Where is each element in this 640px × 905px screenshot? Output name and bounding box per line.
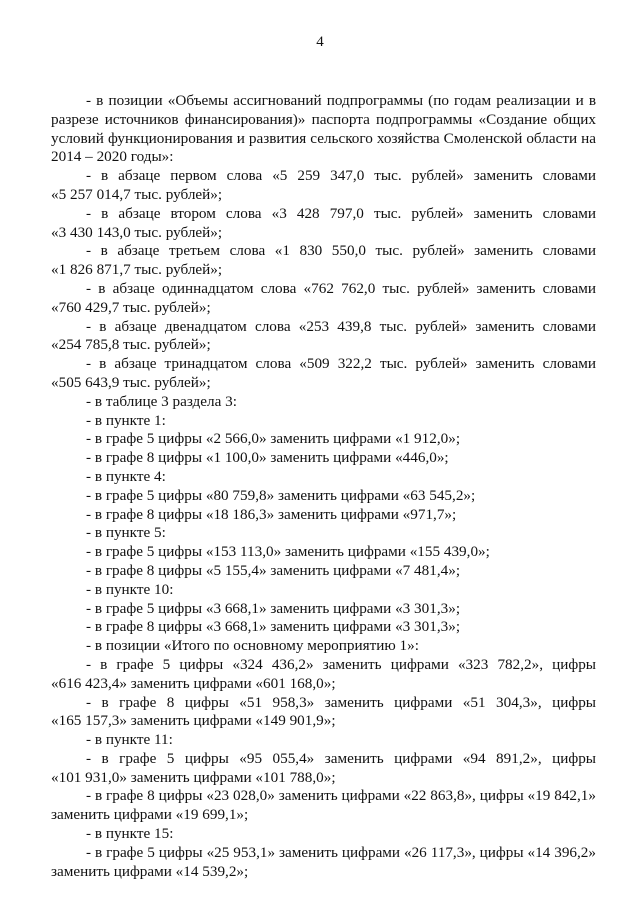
paragraph-first-line (0, 355, 640, 374)
text-line: 2014 – 2020 годы»: (51, 148, 174, 166)
text-line: - в позиции «Объемы ассигнований подпрограммы (по годам реализации и в (86, 92, 596, 109)
paragraph-first-line (0, 618, 640, 637)
paragraph-line (0, 186, 640, 205)
paragraph-line (0, 224, 640, 243)
text-line: - в пункте 15: (86, 825, 174, 843)
text-line: «5 257 014,7 тыс. рублей»; (51, 185, 223, 203)
paragraph-first-line (0, 412, 640, 431)
text-line: - в графе 8 цифры «3 668,1» заменить цифрами «3 301,3»; (86, 618, 461, 636)
text-line: - в абзаце двенадцатом слова «253 439,8 тыс. рублей» заменить словами (86, 317, 596, 335)
text-line: - в графе 8 цифры «51 958,3» заменить цифрами «51 304,3», цифры (86, 693, 596, 711)
text-line: - в абзаце тринадцатом слова «509 322,2 тыс. рублей» заменить словами (86, 355, 596, 373)
text-line: - в графе 8 цифры «18 186,3» заменить цифрами «971,7»; (86, 505, 457, 523)
text-line: «165 157,3» заменить цифрами «149 901,9»; (51, 712, 336, 730)
paragraph-first-line (0, 694, 640, 713)
text-line: - в графе 5 цифры «80 759,8» заменить цифрами «63 545,2»; (86, 486, 476, 504)
text-line: - в абзаце первом слова «5 259 347,0 тыс. рублей» заменить словами (86, 167, 596, 185)
paragraph-line (0, 336, 640, 355)
text-line: - в графе 5 цифры «25 953,1» заменить цифрами «26 117,3», цифры «14 396,2» (86, 843, 596, 861)
text-line: «505 643,9 тыс. рублей»; (51, 373, 211, 391)
text-line: - в графе 5 цифры «2 566,0» заменить цифрами «1 912,0»; (86, 430, 461, 448)
paragraph-line (0, 130, 640, 149)
text-line: - в пункте 1: (86, 411, 166, 429)
paragraph-line (0, 261, 640, 280)
document-body (0, 92, 640, 881)
text-line: - в абзаце одиннадцатом слова «762 762,0 тыс. рублей» заменить словами (86, 279, 596, 297)
paragraph-first-line (0, 825, 640, 844)
paragraph-line (0, 374, 640, 393)
paragraph-first-line (0, 449, 640, 468)
text-line: - в пункте 10: (86, 580, 174, 598)
text-line: - в позиции «Итого по основному мероприятию 1»: (86, 637, 419, 655)
text-line: - в графе 8 цифры «1 100,0» заменить цифрами «446,0»; (86, 449, 449, 467)
paragraph-first-line (0, 600, 640, 619)
paragraph-first-line (0, 468, 640, 487)
paragraph-first-line (0, 524, 640, 543)
paragraph-first-line (0, 656, 640, 675)
text-line: - в графе 8 цифры «23 028,0» заменить цифрами «22 863,8», цифры «19 842,1» (86, 787, 596, 805)
paragraph-first-line (0, 393, 640, 412)
paragraph-first-line (0, 562, 640, 581)
text-line: - в абзаце втором слова «3 428 797,0 тыс. рублей» заменить словами (86, 204, 596, 222)
paragraph-first-line (0, 487, 640, 506)
paragraph-first-line (0, 280, 640, 299)
text-line: - в пункте 4: (86, 467, 166, 485)
text-line: заменить цифрами «19 699,1»; (51, 806, 249, 824)
paragraph-first-line (0, 731, 640, 750)
paragraph-line (0, 299, 640, 318)
paragraph-line (0, 712, 640, 731)
text-line: - в графе 5 цифры «3 668,1» заменить цифрами «3 301,3»; (86, 599, 461, 617)
paragraph-first-line (0, 506, 640, 525)
paragraph-line (0, 769, 640, 788)
paragraph-line (0, 806, 640, 825)
text-line: - в графе 8 цифры «5 155,4» заменить цифрами «7 481,4»; (86, 561, 461, 579)
text-line: условий функционирования и развития сельского хозяйства Смоленской области на (51, 129, 596, 147)
paragraph-first-line (0, 318, 640, 337)
text-line: «760 429,7 тыс. рублей»; (51, 298, 211, 316)
paragraph-first-line (0, 205, 640, 224)
text-line: «254 785,8 тыс. рублей»; (51, 336, 211, 354)
text-line: - в графе 5 цифры «95 055,4» заменить цифрами «94 891,2», цифры (86, 749, 596, 767)
paragraph-first-line (0, 430, 640, 449)
text-line: заменить цифрами «14 539,2»; (51, 862, 249, 880)
paragraph-first-line (0, 844, 640, 863)
paragraph-first-line (0, 543, 640, 562)
paragraph-first-line (0, 92, 640, 111)
text-line: разрезе источников финансирования)» паспорта подпрограммы «Создание общих (51, 110, 596, 128)
text-line: «101 931,0» заменить цифрами «101 788,0»; (51, 768, 336, 786)
paragraph-line (0, 863, 640, 882)
text-line: - в абзаце третьем слова «1 830 550,0 тыс. рублей» заменить словами (86, 242, 596, 260)
page-number: 4 (316, 34, 324, 50)
text-line: - в таблице 3 раздела 3: (86, 392, 237, 410)
paragraph-first-line (0, 242, 640, 261)
text-line: «3 430 143,0 тыс. рублей»; (51, 223, 223, 241)
paragraph-line (0, 111, 640, 130)
paragraph-line (0, 675, 640, 694)
paragraph-first-line (0, 750, 640, 769)
paragraph-first-line (0, 787, 640, 806)
paragraph-line (0, 148, 640, 167)
paragraph-first-line (0, 637, 640, 656)
text-line: «616 423,4» заменить цифрами «601 168,0»; (51, 674, 336, 692)
paragraph-first-line (0, 581, 640, 600)
text-line: - в пункте 11: (86, 731, 173, 749)
text-line: - в графе 5 цифры «324 436,2» заменить цифрами «323 782,2», цифры (86, 655, 596, 673)
text-line: - в графе 5 цифры «153 113,0» заменить цифрами «155 439,0»; (86, 543, 490, 561)
paragraph-first-line (0, 167, 640, 186)
text-line: «1 826 871,7 тыс. рублей»; (51, 261, 223, 279)
text-line: - в пункте 5: (86, 524, 166, 542)
